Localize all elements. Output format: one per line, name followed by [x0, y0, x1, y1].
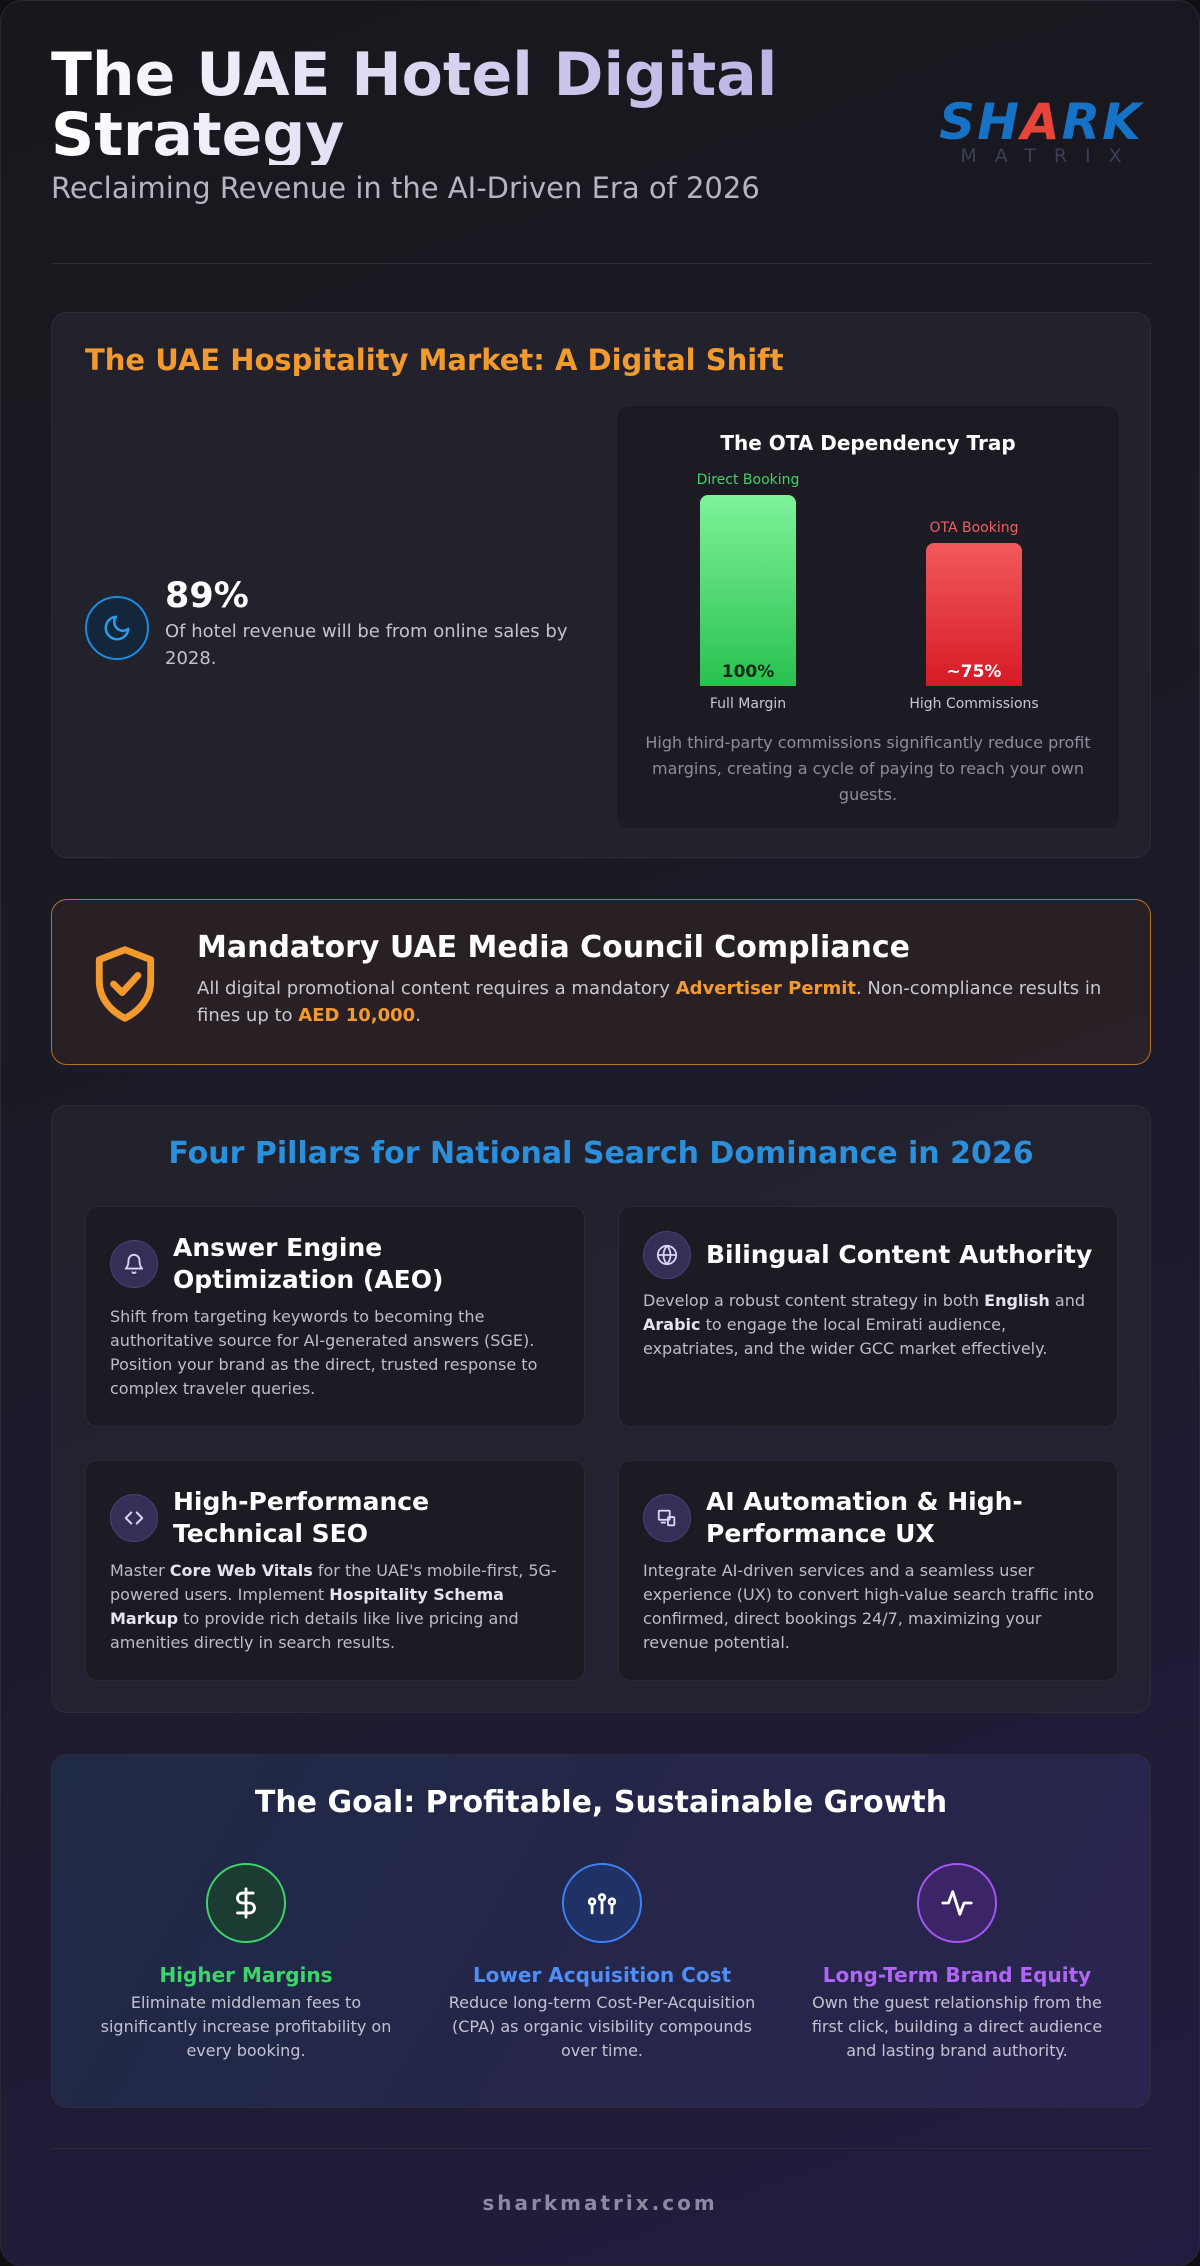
- pillar-text-bold: Hospitality Schema Markup: [110, 1585, 504, 1628]
- pulse-icon: [917, 1863, 997, 1943]
- logo-wordmark: [931, 93, 1151, 151]
- pillars-title: Four Pillars for National Search Dominance in 2026: [168, 1136, 1034, 1171]
- ota-note: High third-party commissions significantly reduce profit margins, creating a cycle of paying to reach your own guests.: [645, 733, 1091, 804]
- code-icon: [110, 1494, 158, 1542]
- goal-title: The Goal: Profitable, Sustainable Growth: [254, 1785, 948, 1820]
- stat-value: 89%: [165, 576, 249, 616]
- pillar-title: AI Automation & High-Performance UX: [706, 1487, 1023, 1548]
- footer-url: sharkmatrix.com: [482, 2191, 718, 2215]
- dollar-icon: [206, 1863, 286, 1943]
- page-title: The UAE Hotel Digital Strategy: [51, 45, 811, 165]
- pillar-text: [110, 1559, 565, 1655]
- pillar-text-part: for the UAE's mobile-first, 5G-powered users. Implement: [110, 1561, 557, 1604]
- devices-icon: [643, 1494, 691, 1542]
- logo-subtext: MATRIX: [960, 145, 1140, 167]
- header-divider: [51, 263, 1151, 264]
- shield-check-icon: [90, 944, 160, 1028]
- pillar-text-part: to provide rich details like live pricing and amenities directly in search results.: [110, 1609, 519, 1652]
- pillar-title: Answer Engine Optimization (AEO): [173, 1233, 444, 1294]
- pillar-title: High-Performance Technical SEO: [173, 1487, 430, 1548]
- fine-amount-highlight: AED 10,000: [298, 1005, 416, 1026]
- goal-item-title: Long-Term Brand Equity: [822, 1963, 1092, 1987]
- bell-icon: [110, 1240, 158, 1288]
- bar-top-label-direct: Direct Booking: [696, 472, 800, 488]
- ota-chart: [617, 406, 1119, 828]
- pillar-text-part: and: [1049, 1291, 1085, 1310]
- compliance-text-part: .: [415, 1005, 421, 1026]
- bar-caption-ota: High Commissions: [909, 696, 1039, 712]
- pins-icon: [562, 1863, 642, 1943]
- compliance-banner: [51, 899, 1151, 1065]
- pillar-text: [643, 1289, 1098, 1361]
- market-section: [51, 312, 1151, 858]
- bar-value-direct: 100%: [721, 662, 775, 682]
- page-subtitle: Reclaiming Revenue in the AI-Driven Era of 2026: [51, 171, 760, 205]
- goal-higher-margins: [86, 1863, 406, 2063]
- moon-icon: [85, 596, 149, 660]
- pillar-text-part: Master: [110, 1561, 170, 1580]
- pillars-section: [51, 1105, 1151, 1713]
- goal-item-title: Lower Acquisition Cost: [472, 1963, 732, 1987]
- pillar-text-bold: English: [984, 1291, 1050, 1310]
- compliance-text-part: All digital promotional content requires a mandatory: [197, 978, 676, 999]
- goal-lower-acquisition-cost: [442, 1863, 762, 2063]
- online-sales-stat: [85, 566, 585, 686]
- bar-top-label-ota: OTA Booking: [929, 520, 1019, 536]
- globe-icon: [643, 1231, 691, 1279]
- bar-value-ota: ~75%: [946, 662, 1002, 682]
- pillar-text-part: Develop a robust content strategy in both: [643, 1291, 985, 1310]
- bar-caption-direct: Full Margin: [709, 696, 787, 712]
- goal-brand-equity: [797, 1863, 1117, 2063]
- bar-ota-booking: [926, 543, 1022, 686]
- pillar-title: Bilingual Content Authority: [706, 1240, 1093, 1269]
- logo-part-1: SH: [939, 93, 1021, 151]
- goal-item-text: Own the guest relationship from the first click, building a direct audience and lasting brand authority.: [811, 1993, 1103, 2060]
- goal-item-title: Higher Margins: [159, 1963, 333, 1987]
- logo-part-2: A: [1020, 93, 1062, 151]
- pillar-text-part: to engage the local Emirati audience, expatriates, and the wider GCC market effectively.: [643, 1315, 1048, 1358]
- compliance-title: Mandatory UAE Media Council Compliance: [197, 930, 910, 965]
- logo-part-3: RK: [1061, 93, 1143, 151]
- market-title: The UAE Hospitality Market: A Digital Shift: [85, 343, 784, 377]
- pillar-technical-seo: [85, 1460, 585, 1681]
- pillar-bilingual: [618, 1206, 1118, 1427]
- pillar-text: Shift from targeting keywords to becoming the authoritative source for AI-generated answers (SGE). Position your brand as the direct, trusted response to complex traveler queries.: [110, 1307, 538, 1398]
- footer-divider: [51, 2148, 1151, 2149]
- goal-item-text: Eliminate middleman fees to significantly increase profitability on every booking.: [100, 1993, 392, 2060]
- shark-matrix-logo: [931, 93, 1151, 167]
- pillar-text: Integrate AI-driven services and a seamless user experience (UX) to convert high-value search traffic into confirmed, direct bookings 24/7, maximizing your revenue potential.: [643, 1561, 1095, 1652]
- bar-direct-booking: [700, 495, 796, 686]
- compliance-text-part: . Non-compliance results in fines up to: [197, 978, 1102, 1026]
- stat-description: Of hotel revenue will be from online sales by 2028.: [165, 621, 568, 669]
- goal-item-text: Reduce long-term Cost-Per-Acquisition (CPA) as organic visibility compounds over time.: [448, 1993, 756, 2060]
- pillar-text-bold: Core Web Vitals: [169, 1561, 313, 1580]
- pillar-ai-automation: [618, 1460, 1118, 1681]
- header: [51, 40, 1151, 215]
- advertiser-permit-highlight: Advertiser Permit: [675, 978, 856, 999]
- compliance-text: [197, 975, 1117, 1029]
- chart-title: The OTA Dependency Trap: [720, 431, 1016, 455]
- goal-section: [51, 1754, 1151, 2108]
- pillar-text-bold: Arabic: [643, 1315, 701, 1334]
- pillar-aeo: [85, 1206, 585, 1427]
